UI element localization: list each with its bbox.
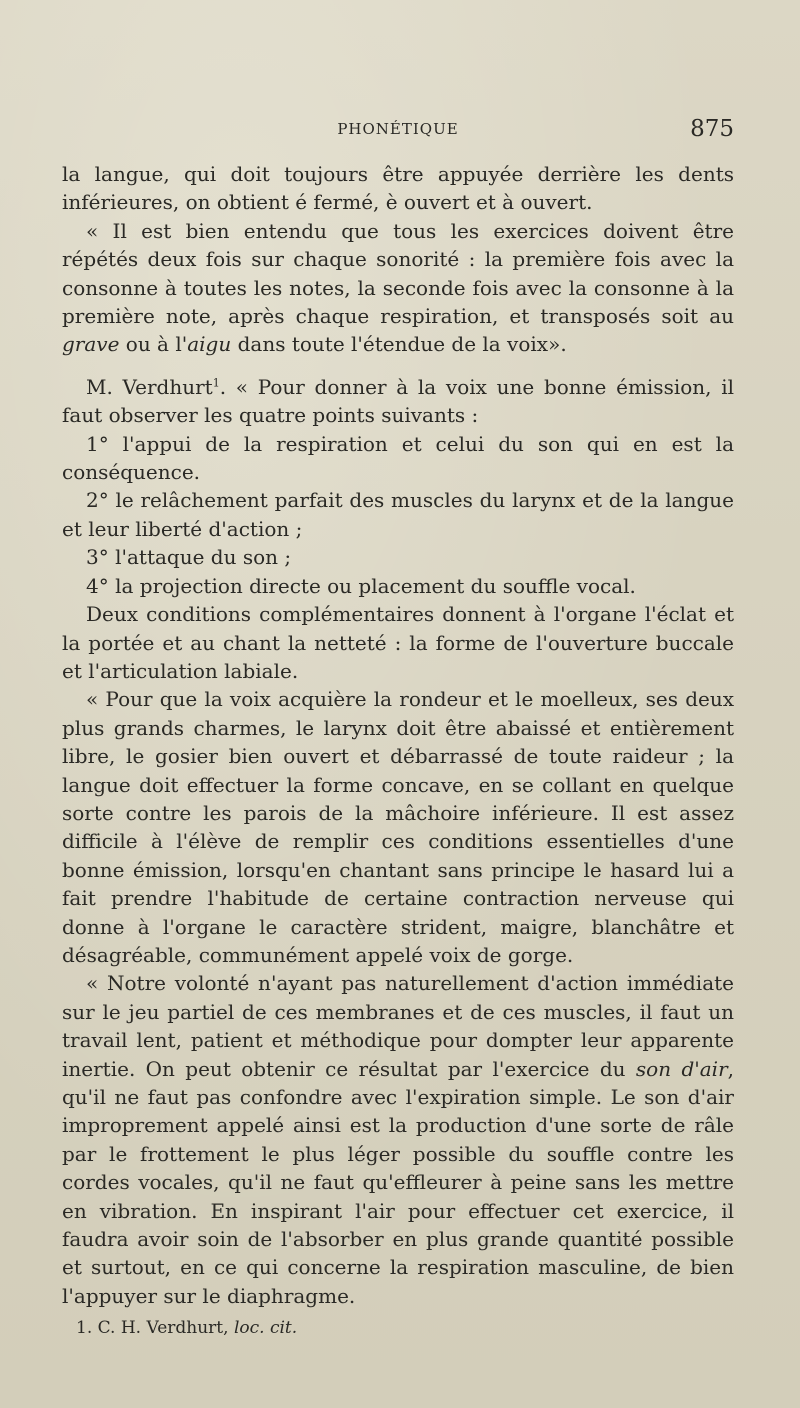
page-number: 875 (690, 116, 734, 142)
italic-son-air: son d'air (635, 1056, 728, 1081)
paragraph-2 (62, 217, 734, 359)
paragraph-2-text-b: ou à l' (119, 332, 188, 357)
footnote-number: 1. (76, 1318, 93, 1338)
paragraph-3-text-b: . « Pour donner à la voix une bonne émission, il faut observer les quatre points suivants : (62, 374, 735, 428)
italic-grave: grave (62, 332, 120, 357)
paragraph-1: la langue, qui doit toujours être appuyée derrière les dents inférieures, on obtient é fermé, è ouvert et à ouvert. (62, 162, 734, 215)
paragraph-3-text-a: M. Verdhurt (86, 374, 213, 399)
paragraph-son-air-text-b: , qu'il ne faut pas confondre avec l'expiration simple. Le son d'air improprement appelé ainsi est la production d'une sorte de râle par le frottement le plus léger possible du souffle contre les cordes vocales, qu'il ne faut qu'effleurer à peine sans les mettre en vibration. En inspirant l'air pour effectuer cet exercice, il faudra avoir soin de l'absorber en plus grande quantité possible et surtout, en ce qui concerne la respiration masculine, de bien l'appuyer sur le diaphragme. (62, 1056, 734, 1308)
paragraph-son-air-text-a: « Notre volonté n'ayant pas naturellement d'action immédiate sur le jeu partiel de ces membranes et de ces muscles, il faut un travail lent, patient et méthodique pour dompter leur apparente inertie. On peut obtenir ce résultat par l'exercice du (62, 971, 734, 1081)
footnote-ref: loc. cit. (233, 1318, 298, 1338)
paragraph-son-air (62, 969, 734, 1310)
page-header (62, 116, 734, 146)
footnote (76, 1318, 297, 1338)
running-title: PHONÉTIQUE (337, 120, 459, 138)
paragraph-voice: « Pour que la voix acquière la rondeur et le moelleux, ses deux plus grands charmes, le larynx doit être abaissé et entièrement libre, le gosier bien ouvert et débarrassé de toute raideur ; la langue doit effectuer la forme concave, en se collant en quelque sorte contre les parois de la mâchoire inférieure. Il est assez difficile à l'élève de remplir ces conditions essentielles d'une bonne émission, lorsqu'en chantant sans principe le hasard lui a fait prendre l'habitude de certaine contraction nerveuse qui donne à l'organe le caractère strident, maigre, blanchâtre et désagréable, communément appelé voix de gorge. (62, 687, 734, 967)
paragraph-2-text-c: dans toute l'étendue de la voix». (231, 332, 567, 357)
italic-aigu: aigu (187, 332, 232, 357)
paragraph-conditions: Deux conditions complémentaires donnent à l'organe l'éclat et la portée et au chant la netteté : la forme de l'ouverture buccale et l'articulation labiale. (62, 602, 734, 683)
list-item-2: 2° le relâchement parfait des muscles du larynx et de la langue et leur liberté d'action ; (62, 488, 734, 541)
paragraph-3 (62, 373, 734, 430)
footnote-author: C. H. Verdhurt, (97, 1318, 229, 1338)
footnote-marker[interactable]: 1 (212, 376, 220, 390)
body-text (62, 160, 734, 1310)
list-item-3: 3° l'attaque du son ; (86, 545, 292, 570)
list-item-4: 4° la projection directe ou placement du souffle vocal. (86, 573, 636, 598)
list-item-1: 1° l'appui de la respiration et celui du son qui en est la conséquence. (62, 431, 734, 485)
paragraph-2-text-a: « Il est bien entendu que tous les exercices doivent être répétés deux fois sur chaque sonorité : la première fois avec la consonne à toutes les notes, la seconde fois avec la consonne à la première note, après chaque respiration, et transposés soit au (62, 218, 734, 329)
